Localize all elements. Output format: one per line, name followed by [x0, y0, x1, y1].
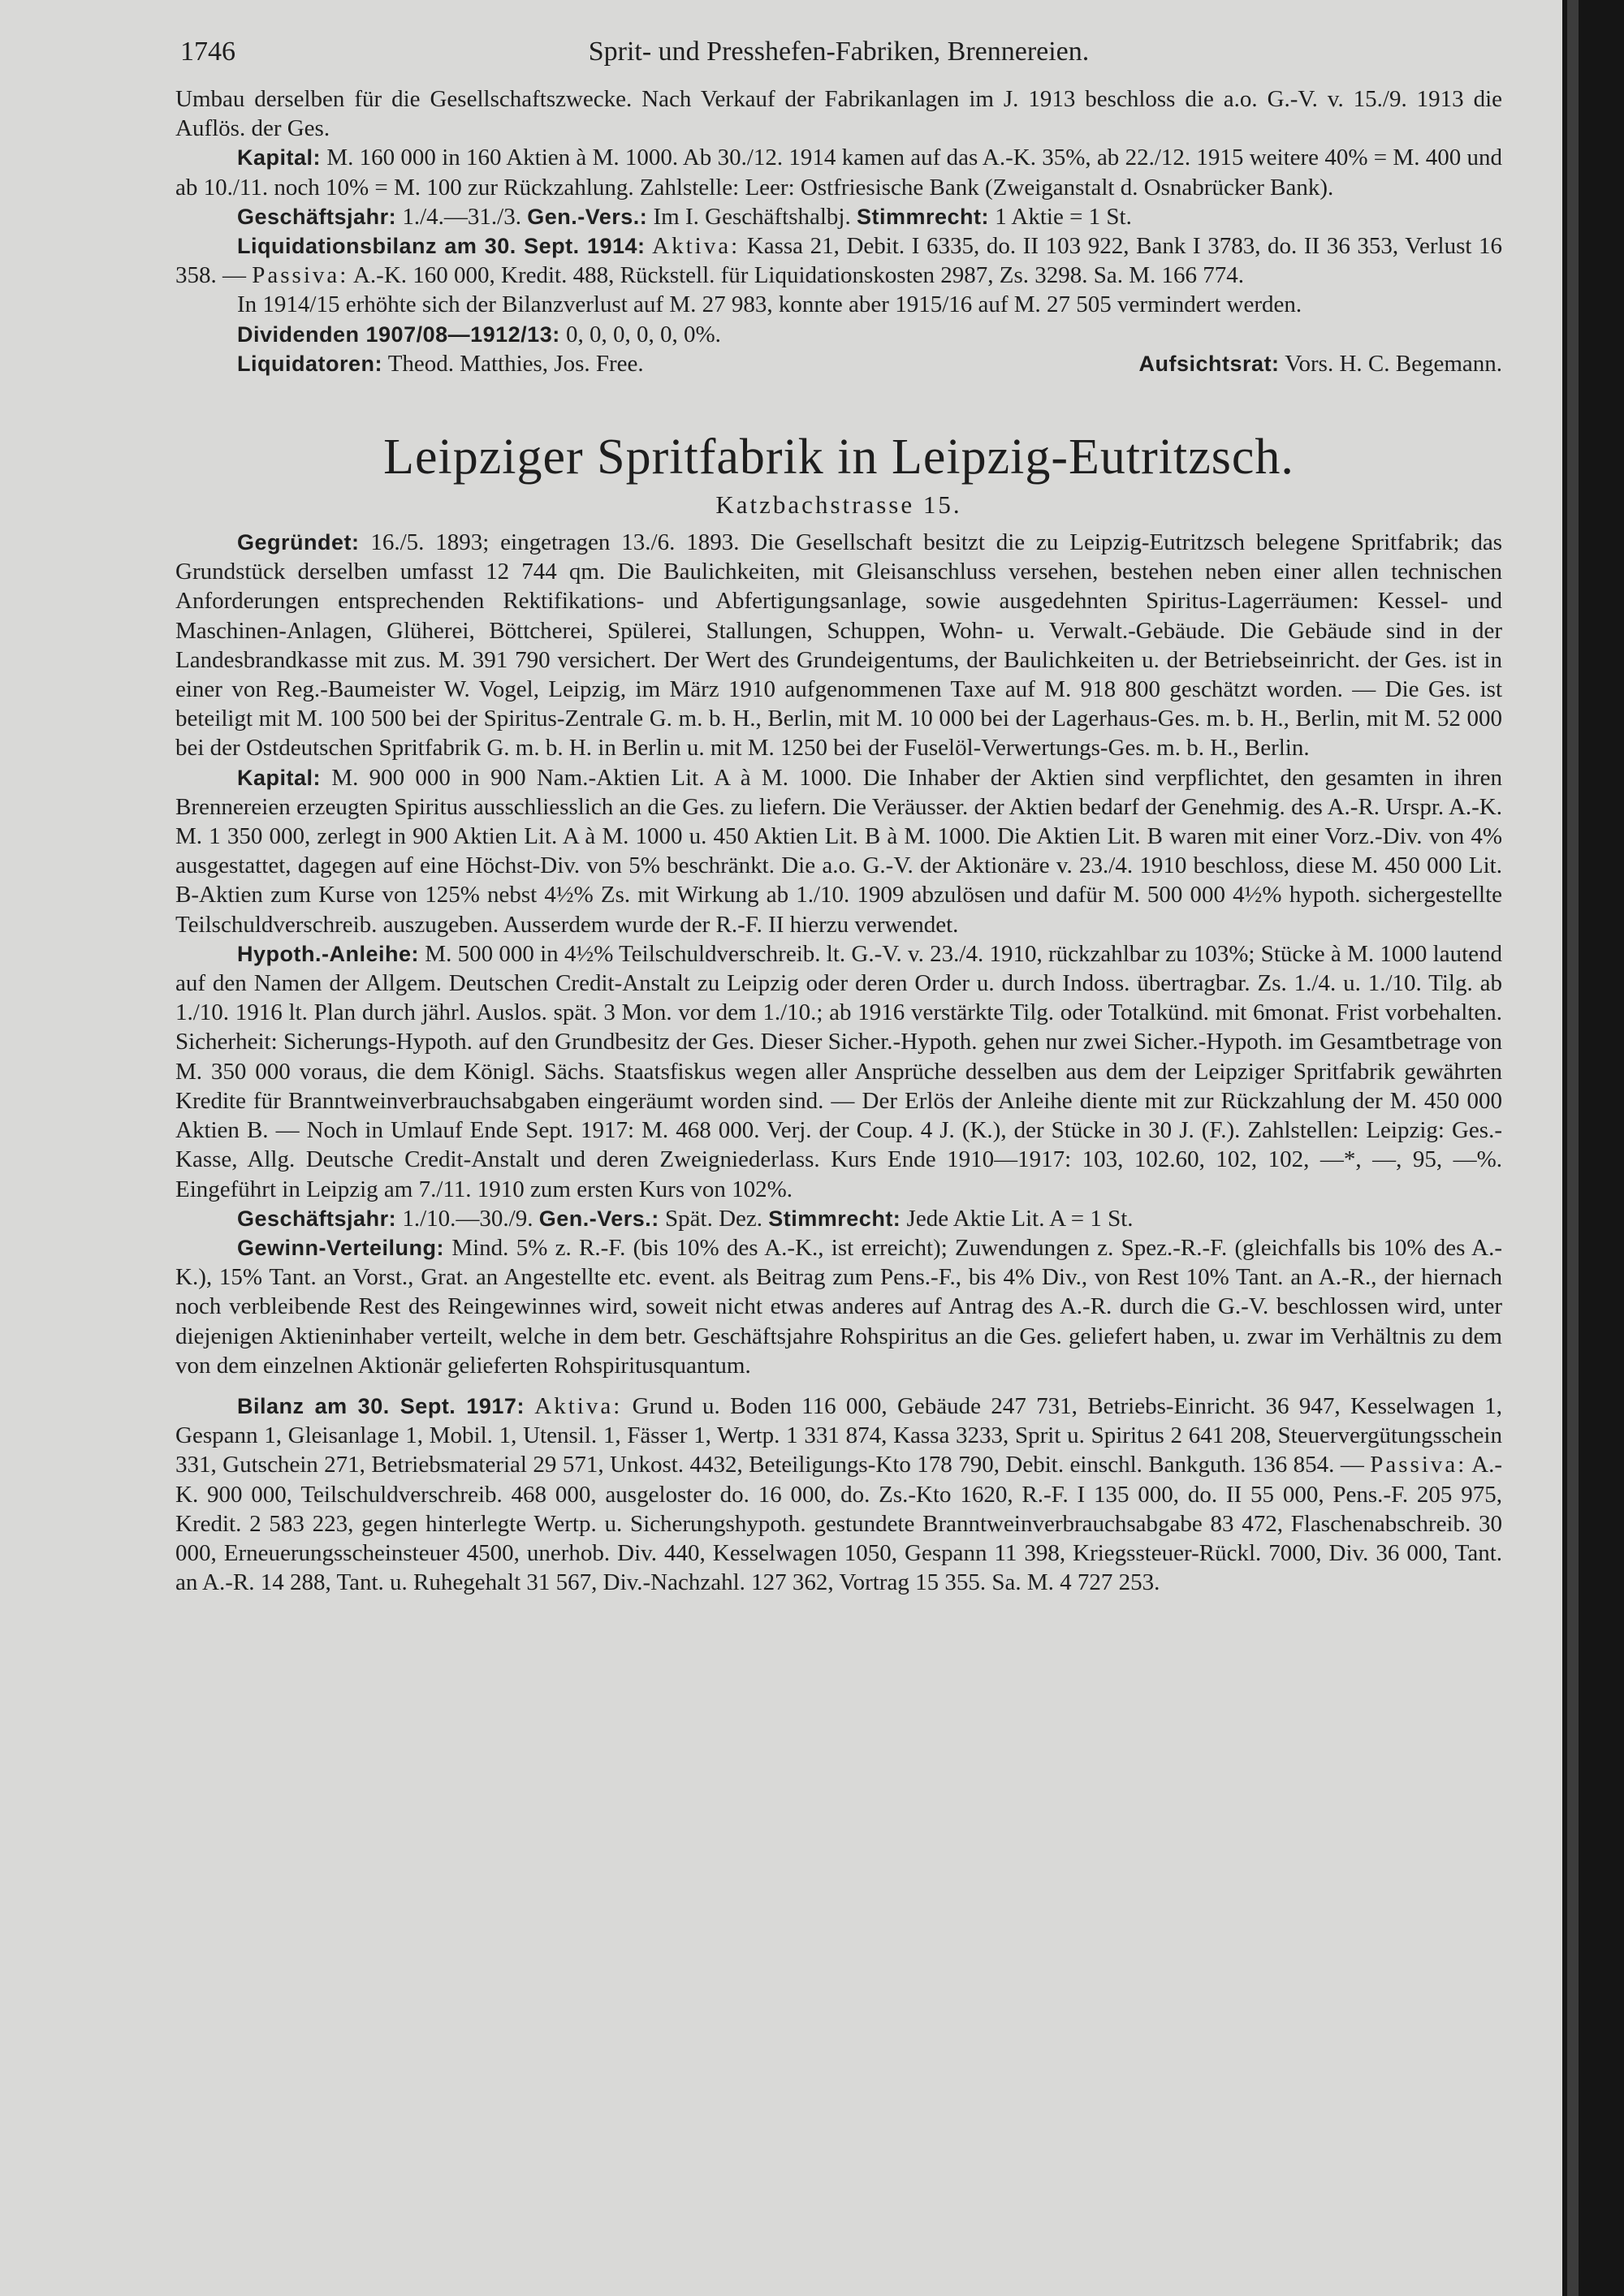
prev-kapital-text: M. 160 000 in 160 Aktien à M. 1000. Ab 30./12. 1914 kamen auf das A.-K. 35%, ab 22./12. 1915 weitere 40% = M. 400 und ab 10./11. noch 10% = M. 100 zur Rückzahlung. Zahlstelle: Leer: Ostfriesische Bank (Zweiganstalt d. Osnabrücker Bank).: [175, 145, 1503, 201]
gv-text: Spät. Dez.: [665, 1205, 763, 1232]
kapital-text: M. 900 000 in 900 Nam.-Aktien Lit. A à M. 1000. Die Inhaber der Aktien sind verpflichtet, den gesamten in ihren Brennereien erzeugten Spiritus ausschliesslich an die Ges. zu liefern. Die Veräusser. der Aktien bedarf der Genehmig. des A.-R. Urspr. A.-K. M. 1 350 000, zerlegt in 900 Aktien Lit. A à M. 1000 u. 450 Aktien Lit. B à M. 1000. Die Aktien Lit. B waren mit einer Vorz.-Div. von 4% ausgestattet, dagegen auf eine Höchst-Div. von 5% beschränkt. Die a.o. G.-V. der Aktionäre v. 23./4. 1910 beschloss, diese M. 450 000 Lit. B-Aktien zum Kurse von 125% nebst 4½% Zs. mit Wirkung ab 1./10. 1909 abzulösen und dafür M. 500 000 4½% hypoth. sichergestellte Teilschuldverschreib. auszugeben. Ausserdem wurde der R.-F. II hierzu verwendet.: [175, 764, 1502, 938]
page-number: 1746: [180, 37, 235, 67]
gj-label: Geschäftsjahr:: [237, 1206, 397, 1231]
prev-liq-aktiva-text: Kassa 21, Debit. I 6335, do. II 103 922, Bank I 3783, do. II 36 353, Verlust 16 358. —: [175, 233, 1503, 289]
hypoth-label: Hypoth.-Anleihe:: [237, 941, 419, 966]
prev-meta: [175, 202, 1502, 231]
prev-div-label: Dividenden 1907/08—1912/13:: [237, 322, 560, 347]
prev-gj-text: 1./4.—31./3.: [402, 203, 521, 230]
kapital-label: Kapital:: [237, 765, 322, 790]
prev-intro: Umbau derselben für die Gesellschaftszwecke. Nach Verkauf der Fabrikanlagen im J. 1913 beschloss die a.o. G.-V. v. 15./9. 1913 die Auflös. der Ges.: [175, 86, 1502, 142]
section-meta: [175, 1204, 1502, 1233]
prev-gv-label: Gen.-Vers.:: [527, 204, 648, 229]
prev-div-text: 0, 0, 0, 0, 0, 0%.: [565, 321, 721, 347]
prev-liquidatoren-row: [175, 349, 1502, 378]
gewinn-label: Gewinn-Verteilung:: [237, 1235, 445, 1260]
page-header: [175, 28, 1502, 84]
gv-label: Gen.-Vers.:: [538, 1206, 659, 1231]
prev-liqui-label: Liquidatoren:: [237, 351, 382, 376]
stimmrecht-text: Jede Aktie Lit. A = 1 St.: [906, 1205, 1134, 1232]
bilanz-aktiva-label: Aktiva:: [534, 1392, 623, 1419]
scan-border-edge: [1567, 0, 1579, 2296]
section-bilanz: [175, 1392, 1502, 1597]
prev-ar-label: Aufsichtsrat:: [1138, 351, 1280, 376]
spacer: [175, 1380, 1502, 1392]
prev-liq-passiva-text: A.-K. 160 000, Kredit. 488, Rückstell. für Liquidationskosten 2987, Zs. 3298. Sa. M. 166 774.: [352, 262, 1245, 289]
prev-liq-aktiva-label: Aktiva:: [652, 233, 741, 260]
hypoth-text: M. 500 000 in 4½% Teilschuldverschreib. lt. G.-V. v. 23./4. 1910, rückzahlbar zu 103%; Stücke à M. 1000 lautend auf den Namen der Allgem. Deutschen Credit-Anstalt zu Leipzig oder deren Order u. durch Indoss. übertragbar. Zs. 1./4. u. 1./10. Tilg. ab 1./10. 1916 lt. Plan durch jährl. Auslos. spät. 3 Mon. vor dem 1./10.; ab 1916 verstärkte Tilg. oder Totalkünd. mit 6monat. Frist vorbehalten. Sicherheit: Sicherungs-Hypoth. auf den Grundbesitz der Ges. Dieser Sicher.-Hypoth. gehen nur zwei Sicher.-Hypoth. im Gesamtbetrage von M. 350 000 voraus, die dem Königl. Sächs. Staatsfiskus wegen aller Ansprüche desselben aus dem der Leipziger Spritfabrik gewährten Kredite für Branntweinverbrauchsabgaben eingeräumt worden sind. — Der Erlös der Anleihe diente mit zur Rückzahlung der M. 450 000 Aktien B. — Noch in Umlauf Ende Sept. 1917: M. 468 000. Verj. der Coup. 4 J. (K.), der Stücke in 30 J. (F.). Zahlstellen: Leipzig: Ges.-Kasse, Allg. Deutsche Credit-Anstalt und deren Zweigniederlass. Kurs Ende 1910—1917: 103, 102.60, 102, 102, —*, —, 95, —%. Eingeführt in Leipzig am 7./11. 1910 zum ersten Kurs von 102%.: [175, 940, 1503, 1202]
bilanz-passiva-label: Passiva:: [1370, 1452, 1467, 1478]
section-hypoth-anleihe: [175, 939, 1502, 1204]
gegruendet-label: Gegründet:: [237, 530, 360, 555]
section-kapital: [175, 763, 1502, 939]
page-content: [175, 28, 1502, 1597]
gj-text: 1./10.—30./9.: [402, 1205, 533, 1232]
scan-border: [1562, 0, 1624, 2296]
prev-st-label: Stimmrecht:: [856, 204, 989, 229]
company-heading: Leipziger Spritfabrik in Leipzig-Eutritzsch.: [383, 429, 1294, 486]
prev-gv-text: Im I. Geschäftshalbj.: [653, 203, 851, 230]
prev-liquidatoren: [175, 349, 644, 378]
section-gewinn-verteilung: [175, 1233, 1502, 1380]
company-address: Katzbachstrasse 15.: [715, 490, 962, 520]
bilanz-passiva-text: A.-K. 900 000, Teilschuldverschreib. 468 000, ausgeloster do. 16 000, do. Zs.-Kto 1620, R.-F. I 135 000, do. II 55 000, Pens.-F. 205 975, Kredit. 2 583 223, gegen hinterlegte Wertp. u. Sicherungshypoth. gestundete Branntweinverbrauchsabgabe 83 472, Flaschenabschreib. 30 000, Erneuerungsscheinsteuer 4500, unerhob. Div. 440, Kesselwagen 1050, Gespann 11 398, Kriegssteuer-Rückl. 7000, Div. 36 000, Tant. an A.-R. 14 288, Tant. u. Ruhegehalt 31 567, Div.-Nachzahl. 127 362, Vortrag 15 355. Sa. M. 4 727 253.: [175, 1452, 1502, 1596]
prev-ar-text: Vors. H. C. Begemann.: [1285, 350, 1502, 377]
prev-gj-label: Geschäftsjahr:: [237, 204, 397, 229]
stimmrecht-label: Stimmrecht:: [768, 1206, 901, 1231]
prev-st-text: 1 Aktie = 1 St.: [995, 203, 1132, 230]
gewinn-text: Mind. 5% z. R.-F. (bis 10% des A.-K., ist erreicht); Zuwendungen z. Spez.-R.-F. (gleichfalls bis 10% des A.-K.), 15% Tant. an Vorst., Grat. an Angestellte etc. event. als Beitrag zum Pens.-F., bis 4% Div., von Rest 10% Tant. an A.-R., der hiernach noch verbleibende Rest des Reingewinnes wird, soweit nicht etwas anderes auf Antrag des A.-R. durch die G.-V. beschlossen wird, unter diejenigen Aktieninhaber verteilt, welche in dem betr. Geschäftsjahre Rohspiritus an die Ges. geliefert haben, u. zwar im Verhältnis zu dem von dem einzelnen Aktionär gelieferten Rohspiritusquantum.: [175, 1234, 1502, 1379]
prev-liq-label: Liquidationsbilanz am 30. Sept. 1914:: [237, 234, 646, 259]
prev-liqui-text: Theod. Matthies, Jos. Free.: [387, 350, 644, 377]
prev-kapital-label: Kapital:: [237, 145, 322, 170]
prev-bilanz-note: In 1914/15 erhöhte sich der Bilanzverlust auf M. 27 983, konnte aber 1915/16 auf M. 27 505 vermindert werden.: [237, 291, 1302, 318]
bilanz-aktiva-text: Grund u. Boden 116 000, Gebäude 247 731, Betriebs-Einricht. 36 947, Kesselwagen 1, Gespann 1, Gleisanlage 1, Mobil. 1, Utensil. 1, Fässer 1, Wertp. 1 331 874, Kassa 3233, Sprit u. Spiritus 2 641 208, Steuervergütungsschein 331, Gutschein 271, Betriebsmaterial 29 571, Unkost. 4432, Beteiligungs-Kto 178 790, Debit. einschl. Bankguth. 136 854. —: [175, 1392, 1503, 1478]
gegruendet-text: 16./5. 1893; eingetragen 13./6. 1893. Die Gesellschaft besitzt die zu Leipzig-Eutritzsch belegene Spritfabrik; das Grundstück derselben umfasst 12 744 qm. Die Baulichkeiten, mit Gleisanschluss versehen, bestehen neben einer allen technischen Anforderungen entsprechenden Rektifikations- und Abfertigungsanlage, sowie ausgedehnten Spiritus-Lagerräumen: Kessel- und Maschinen-Anlagen, Glüherei, Böttcherei, Spülerei, Stallungen, Schuppen, Wohn- u. Verwalt.-Gebäude. Die Gebäude sind in der Landesbrandkasse mit zus. M. 391 790 versichert. Der Wert des Grundeigentums, der Baulichkeiten u. der Betriebseinricht. der Ges. ist in einer von Reg.-Baumeister W. Vogel, Leipzig, im März 1910 aufgenommenen Taxe auf M. 918 800 geschätzt worden. — Die Ges. ist beteiligt mit M. 100 500 bei der Spiritus-Zentrale G. m. b. H., Berlin, mit M. 10 000 bei der Lagerhaus-Ges. m. b. H., Berlin, mit M. 52 000 bei der Ostdeutschen Spritfabrik G. m. b. H. in Berlin u. mit M. 1250 bei der Fuselöl-Verwertungs-Ges. m. b. H., Berlin.: [175, 529, 1502, 762]
section-gegruendet: [175, 528, 1502, 763]
prev-liquidationsbilanz: [175, 231, 1502, 290]
prev-kapital: [175, 143, 1502, 201]
prev-dividenden: [175, 320, 1502, 349]
running-title: Sprit- und Presshefen-Fabriken, Brennereien.: [588, 37, 1090, 67]
prev-liq-passiva-label: Passiva:: [252, 262, 349, 289]
bilanz-label: Bilanz am 30. Sept. 1917:: [237, 1393, 525, 1418]
prev-aufsichtsrat: [1078, 349, 1502, 378]
